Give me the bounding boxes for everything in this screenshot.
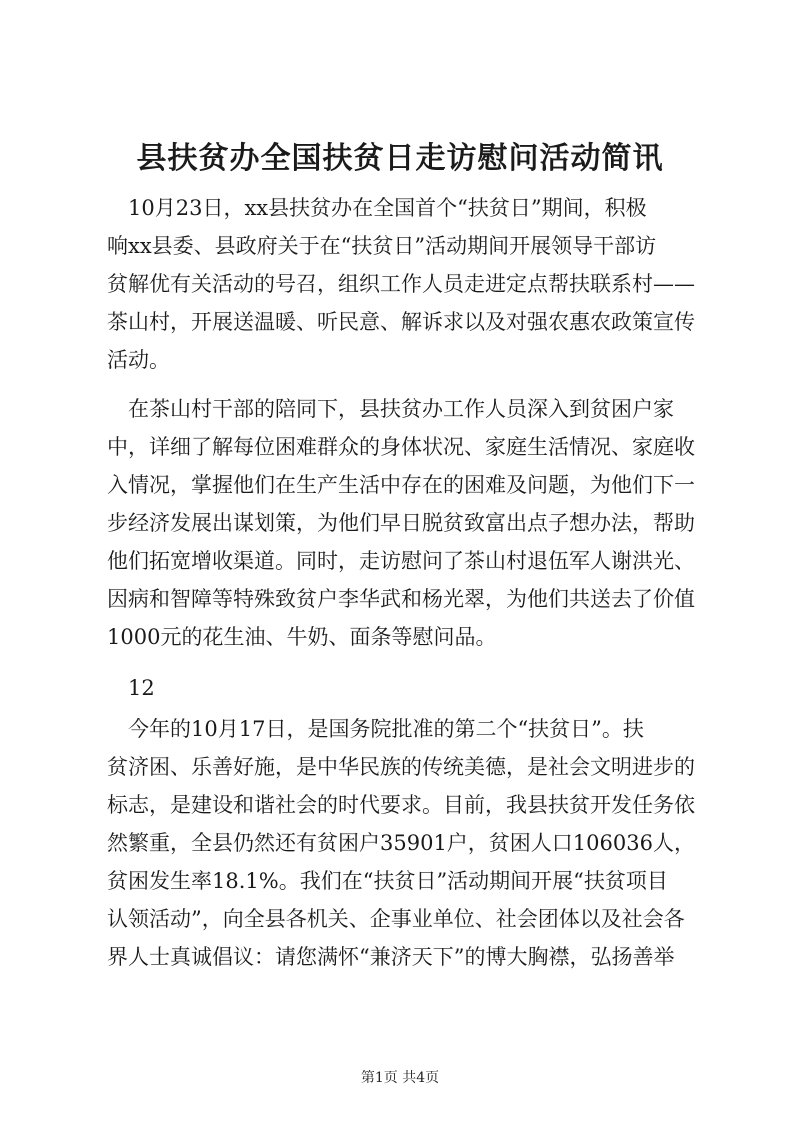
- body-line: 茶山村，开展送温暖、听民意、解诉求以及对强农惠农政策宣传: [107, 310, 695, 334]
- body-line: 然繁重，全县仍然还有贫困户35901户，贫困人口106036人，: [107, 831, 695, 855]
- body-line: 10月23日，xx县扶贫办在全国首个“扶贫日”期间，积极: [107, 196, 647, 220]
- body-line: 步经济发展出谋划策，为他们早日脱贫致富出点子想办法，帮助: [107, 511, 695, 535]
- body-line: 标志，是建设和谐社会的时代要求。目前，我县扶贫开发任务依: [107, 793, 695, 817]
- body-line: 贫解优有关活动的号召，组织工作人员走进定点帮扶联系村——: [107, 272, 695, 296]
- body-line: 在茶山村干部的陪同下，县扶贫办工作人员深入到贫困户家: [107, 397, 674, 421]
- body-line: 中，详细了解每位困难群众的身体状况、家庭生活情况、家庭收: [107, 435, 695, 459]
- body-line: 认领活动”，向全县各机关、企事业单位、社会团体以及社会各: [107, 907, 685, 931]
- body-line: 入情况，掌握他们在生产生活中存在的困难及问题，为他们下一: [107, 473, 695, 497]
- body-line: 贫困发生率18.1%。我们在“扶贫日”活动期间开展“扶贫项目: [107, 869, 668, 893]
- page-footer: 第1页 共4页: [360, 1070, 440, 1086]
- body-line: 因病和智障等特殊致贫户李华武和杨光翠，为他们共送去了价值: [107, 587, 695, 611]
- body-line: 贫济困、乐善好施，是中华民族的传统美德，是社会文明进步的: [107, 755, 695, 779]
- body-line: 响xx县委、县政府关于在“扶贫日”活动期间开展领导干部访: [107, 234, 657, 258]
- document-title: 县扶贫办全国扶贫日走访慰问活动简讯: [136, 141, 664, 176]
- body-line: 界人士真诚倡议：请您满怀“兼济天下”的博大胸襟，弘扬善举: [107, 945, 675, 969]
- body-line: 1000元的花生油、牛奶、面条等慰问品。: [107, 625, 497, 649]
- body-line: 今年的10月17日，是国务院批准的第二个“扶贫日”。扶: [107, 717, 644, 741]
- body-line: 12: [107, 676, 155, 700]
- body-line: 他们拓宽增收渠道。同时，走访慰问了茶山村退伍军人谢洪光、: [107, 549, 695, 573]
- body-line: 活动。: [107, 348, 170, 372]
